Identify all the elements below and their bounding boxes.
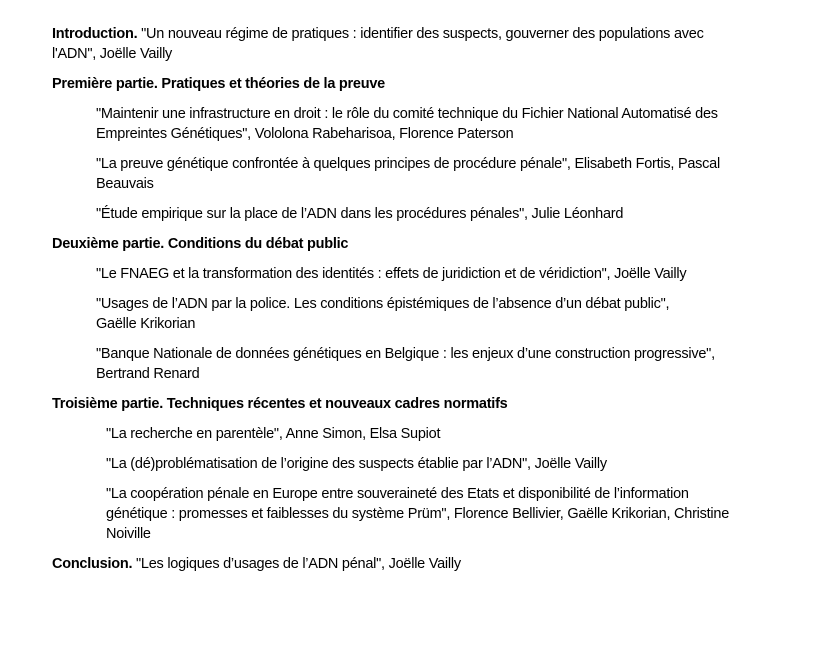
table-of-contents	[52, 24, 772, 584]
part-2-item-1: "Le FNAEG et la transformation des identités : effets de juridiction et de véridiction", Joëlle Vailly	[96, 266, 687, 282]
part-3-item-1: "La recherche en parentèle", Anne Simon, Elsa Supiot	[106, 426, 441, 442]
conclusion-label: Conclusion.	[52, 556, 133, 572]
introduction-text: "Un nouveau régime de pratiques : identifier des suspects, gouverner des populations avec l'ADN", Joëlle Vailly	[52, 26, 704, 62]
conclusion-entry	[52, 554, 772, 574]
conclusion-text: "Les logiques d’usages de l’ADN pénal", Joëlle Vailly	[132, 556, 461, 572]
part-3-item-3: "La coopération pénale en Europe entre souveraineté des Etats et disponibilité de l’information génétique : promesses et faiblesses du système Prüm", Florence Bellivier, Gaëlle Krikorian, Christine Noiville	[106, 486, 730, 542]
part-3-item-2: "La (dé)problématisation de l’origine des suspects établie par l’ADN", Joëlle Vailly	[106, 456, 607, 472]
part-1-item-2: "La preuve génétique confrontée à quelques principes de procédure pénale", Elisabeth Fortis, Pascal Beauvais	[96, 156, 720, 192]
part-2-item-3: "Banque Nationale de données génétiques en Belgique : les enjeux d’une construction progressive", Bertrand Renard	[96, 346, 715, 382]
part-1-item-1: "Maintenir une infrastructure en droit : le rôle du comité technique du Fichier National Automatisé des Empreintes Génétiques", Vololona Rabeharisoa, Florence Paterson	[96, 106, 718, 142]
part-1-heading: Première partie. Pratiques et théories de la preuve	[52, 76, 385, 92]
part-2-item-2: "Usages de l’ADN par la police. Les conditions épistémiques de l’absence d’un débat public", Gaëlle Krikorian	[96, 296, 670, 332]
introduction-entry	[52, 24, 712, 64]
part-1-item-3: "Étude empirique sur la place de l’ADN dans les procédures pénales", Julie Léonhard	[96, 206, 624, 222]
introduction-label: Introduction.	[52, 26, 138, 42]
part-3-heading: Troisième partie. Techniques récentes et nouveaux cadres normatifs	[52, 396, 508, 412]
part-2-heading: Deuxième partie. Conditions du débat public	[52, 236, 349, 252]
